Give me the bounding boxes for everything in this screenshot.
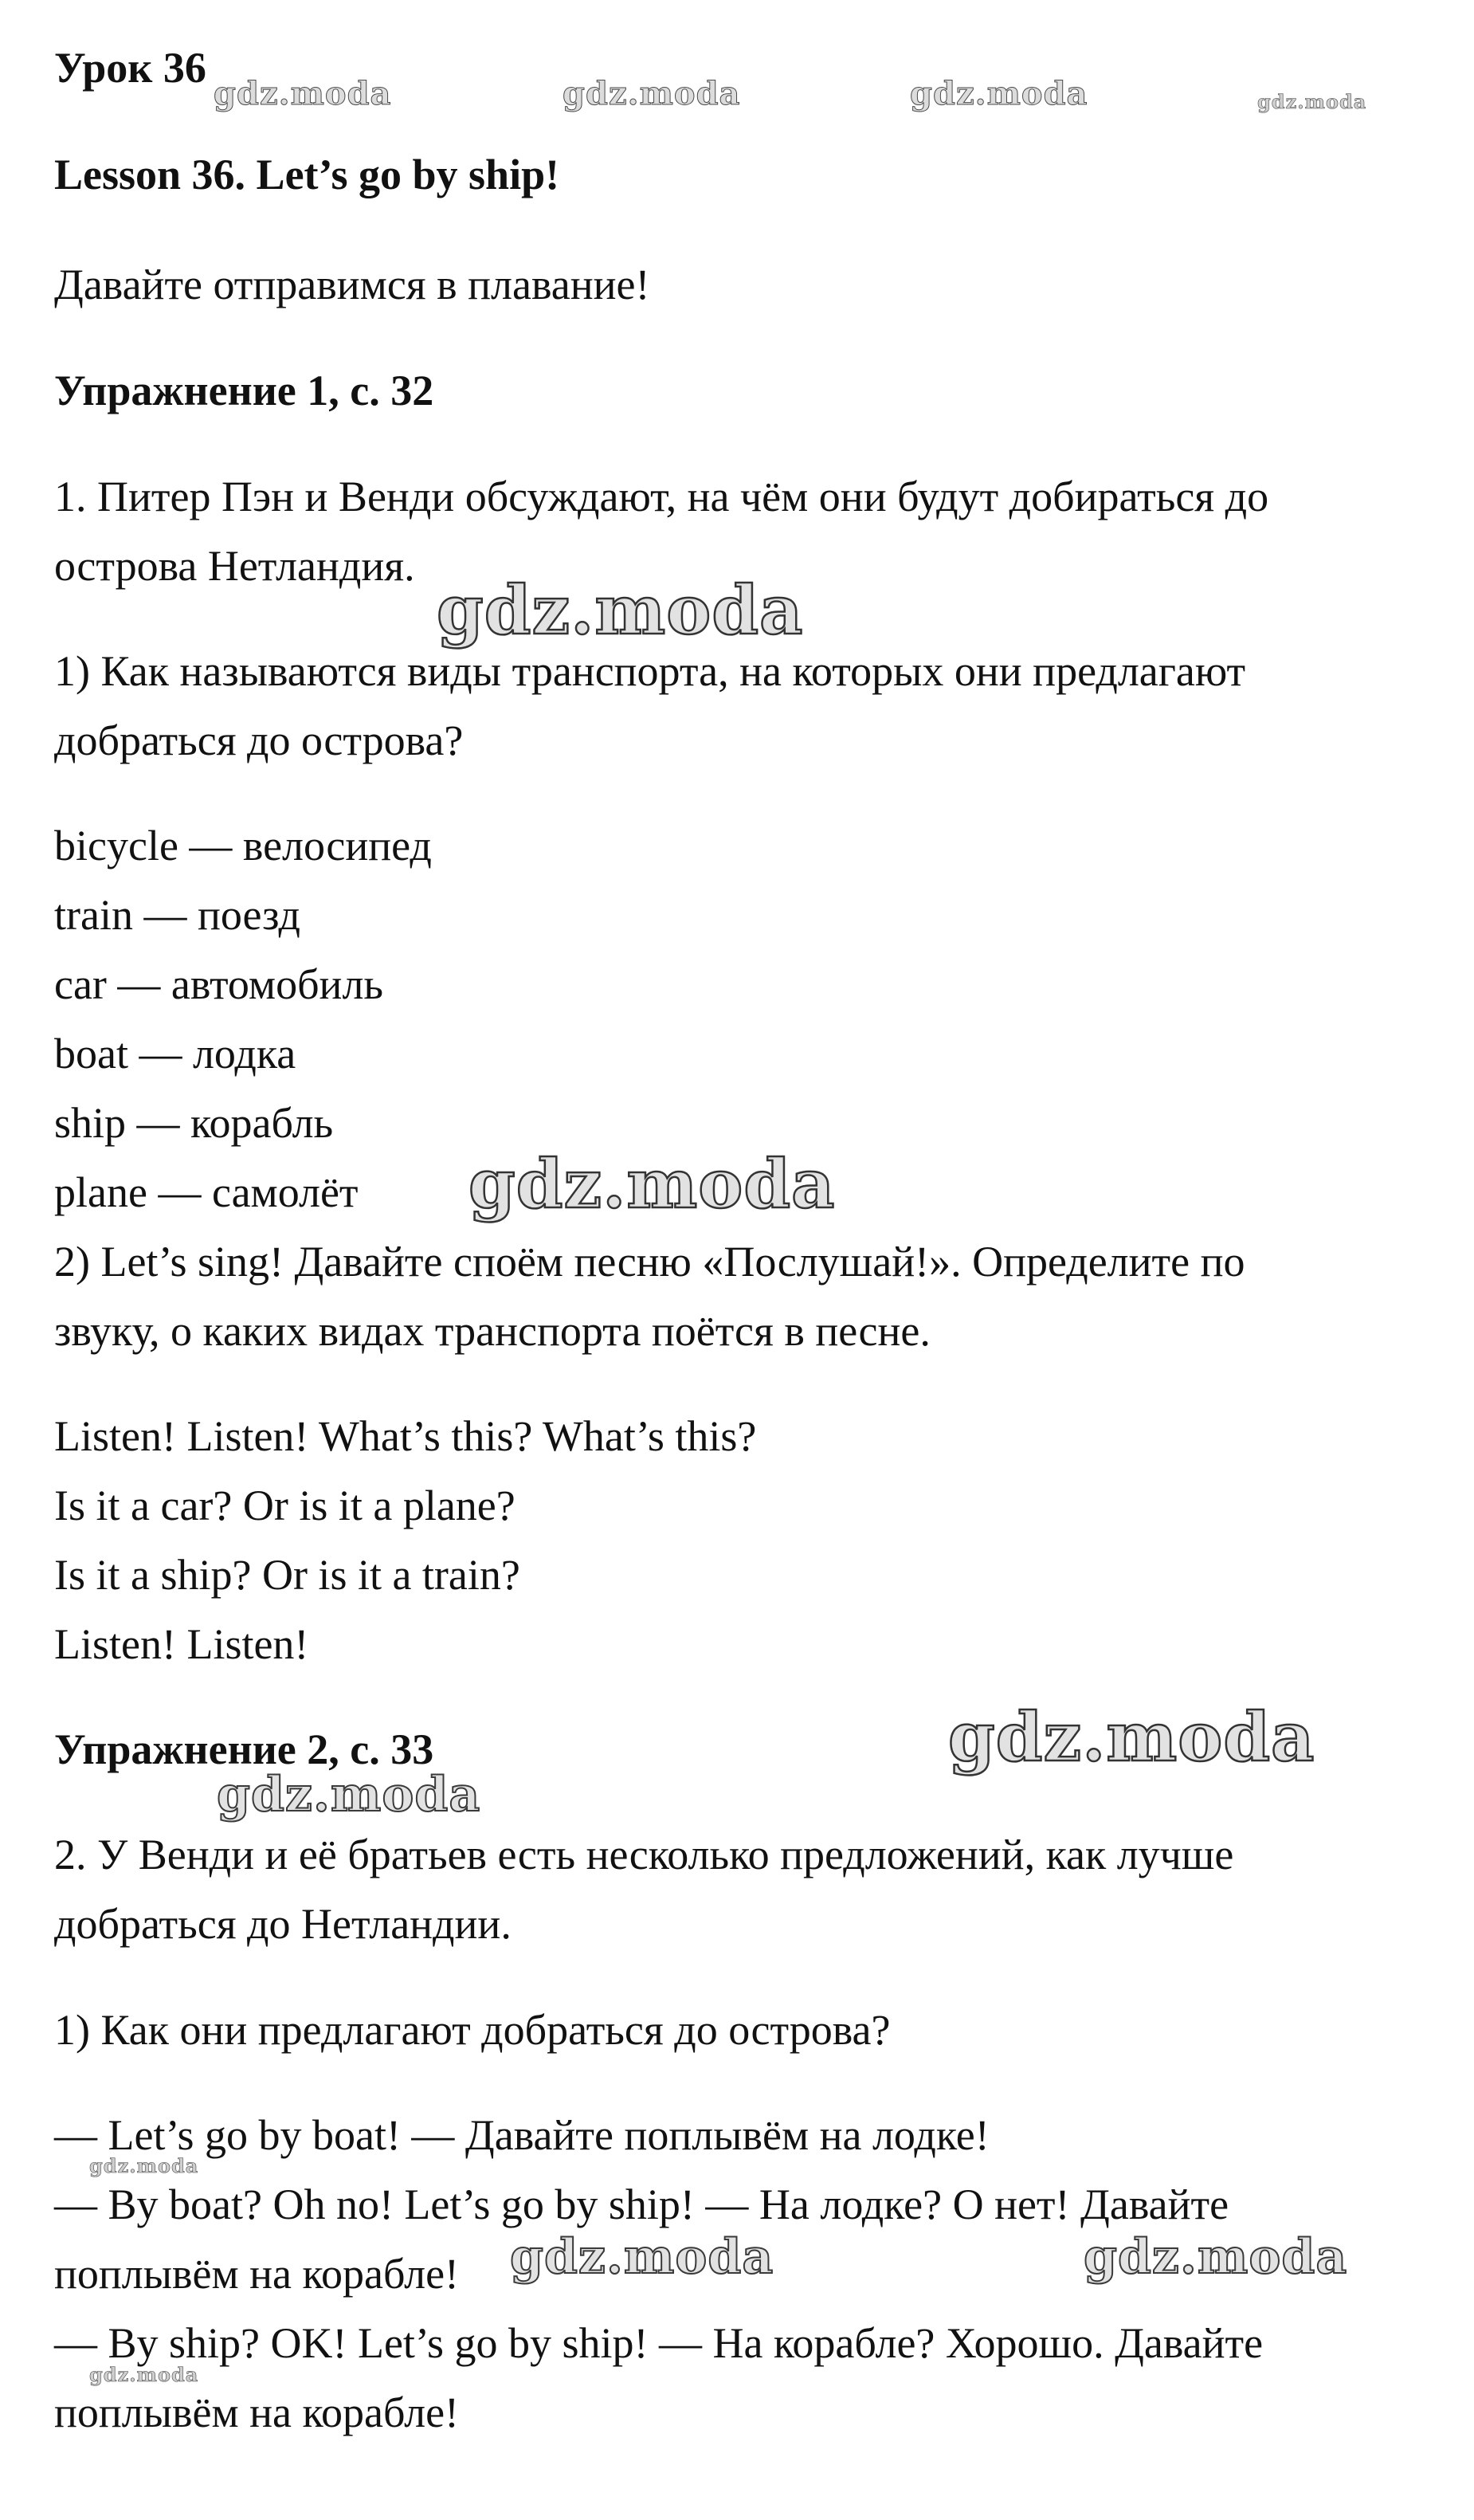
dialog-line: поплывём на корабле! <box>54 2250 460 2298</box>
vocab-item: car — автомобиль <box>54 960 384 1008</box>
watermark: gdz.moda <box>437 571 804 650</box>
exercise1-task-line2: острова Нетландия. <box>54 542 415 590</box>
watermark: gdz.moda <box>214 75 392 112</box>
exercise1-title: Упражнение 1, с. 32 <box>54 367 434 414</box>
lesson-title-translation: Давайте отправимся в плавание! <box>54 261 650 308</box>
watermark: gdz.moda <box>510 2229 774 2285</box>
dialog-line: — By ship? OK! Let’s go by ship! — На корабле? Хорошо. Давайте <box>54 2319 1264 2367</box>
watermark: gdz.moda <box>910 75 1088 112</box>
dialog-line: — Let’s go by boat! — Давайте поплывём на лодке! <box>54 2111 990 2159</box>
exercise2-question1: 1) Как они предлагают добраться до острова? <box>54 2006 891 2054</box>
lesson-number-ru: Урок 36 <box>54 44 206 92</box>
exercise2-task-line1: 2. У Венди и её братьев есть несколько предложений, как лучше <box>54 1831 1234 1878</box>
watermark: gdz.moda <box>563 75 741 112</box>
song-line: Listen! Listen! <box>54 1620 309 1668</box>
song-line: Listen! Listen! What’s this? What’s this? <box>54 1412 757 1460</box>
dialog-line: — By boat? Oh no! Let’s go by ship! — На лодке? О нет! Давайте <box>54 2180 1229 2228</box>
watermark: gdz.moda <box>1084 2229 1348 2285</box>
watermark: gdz.moda <box>89 2363 199 2386</box>
exercise1-question2-line1: 2) Let’s sing! Давайте споём песню «Послушай!». Определите по <box>54 1238 1245 1286</box>
watermark: gdz.moda <box>948 1698 1315 1776</box>
exercise1-task-line1: 1. Питер Пэн и Венди обсуждают, на чём они будут добираться до <box>54 473 1269 520</box>
watermark: gdz.moda <box>89 2154 199 2177</box>
lesson-title-en: Lesson 36. Let’s go by ship! <box>54 151 560 198</box>
exercise1-question2-line2: звуку, о каких видах транспорта поётся в песне. <box>54 1307 931 1355</box>
song-line: Is it a car? Or is it a plane? <box>54 1482 516 1529</box>
vocab-item: train — поезд <box>54 891 300 939</box>
vocab-item: bicycle — велосипед <box>54 822 432 869</box>
watermark: gdz.moda <box>468 1144 836 1223</box>
vocab-item: plane — самолёт <box>54 1168 359 1216</box>
exercise2-task-line2: добраться до Нетландии. <box>54 1900 512 1948</box>
vocab-item: boat — лодка <box>54 1030 296 1077</box>
song-line: Is it a ship? Or is it a train? <box>54 1551 520 1599</box>
exercise1-question1-line1: 1) Как называются виды транспорта, на которых они предлагают <box>54 647 1246 695</box>
dialog-line: поплывём на корабле! <box>54 2389 460 2436</box>
exercise2-title: Упражнение 2, с. 33 <box>54 1725 434 1773</box>
exercise1-question1-line2: добраться до острова? <box>54 716 464 764</box>
vocab-item: ship — корабль <box>54 1099 334 1147</box>
watermark: gdz.moda <box>217 1767 481 1823</box>
watermark: gdz.moda <box>1257 90 1367 113</box>
